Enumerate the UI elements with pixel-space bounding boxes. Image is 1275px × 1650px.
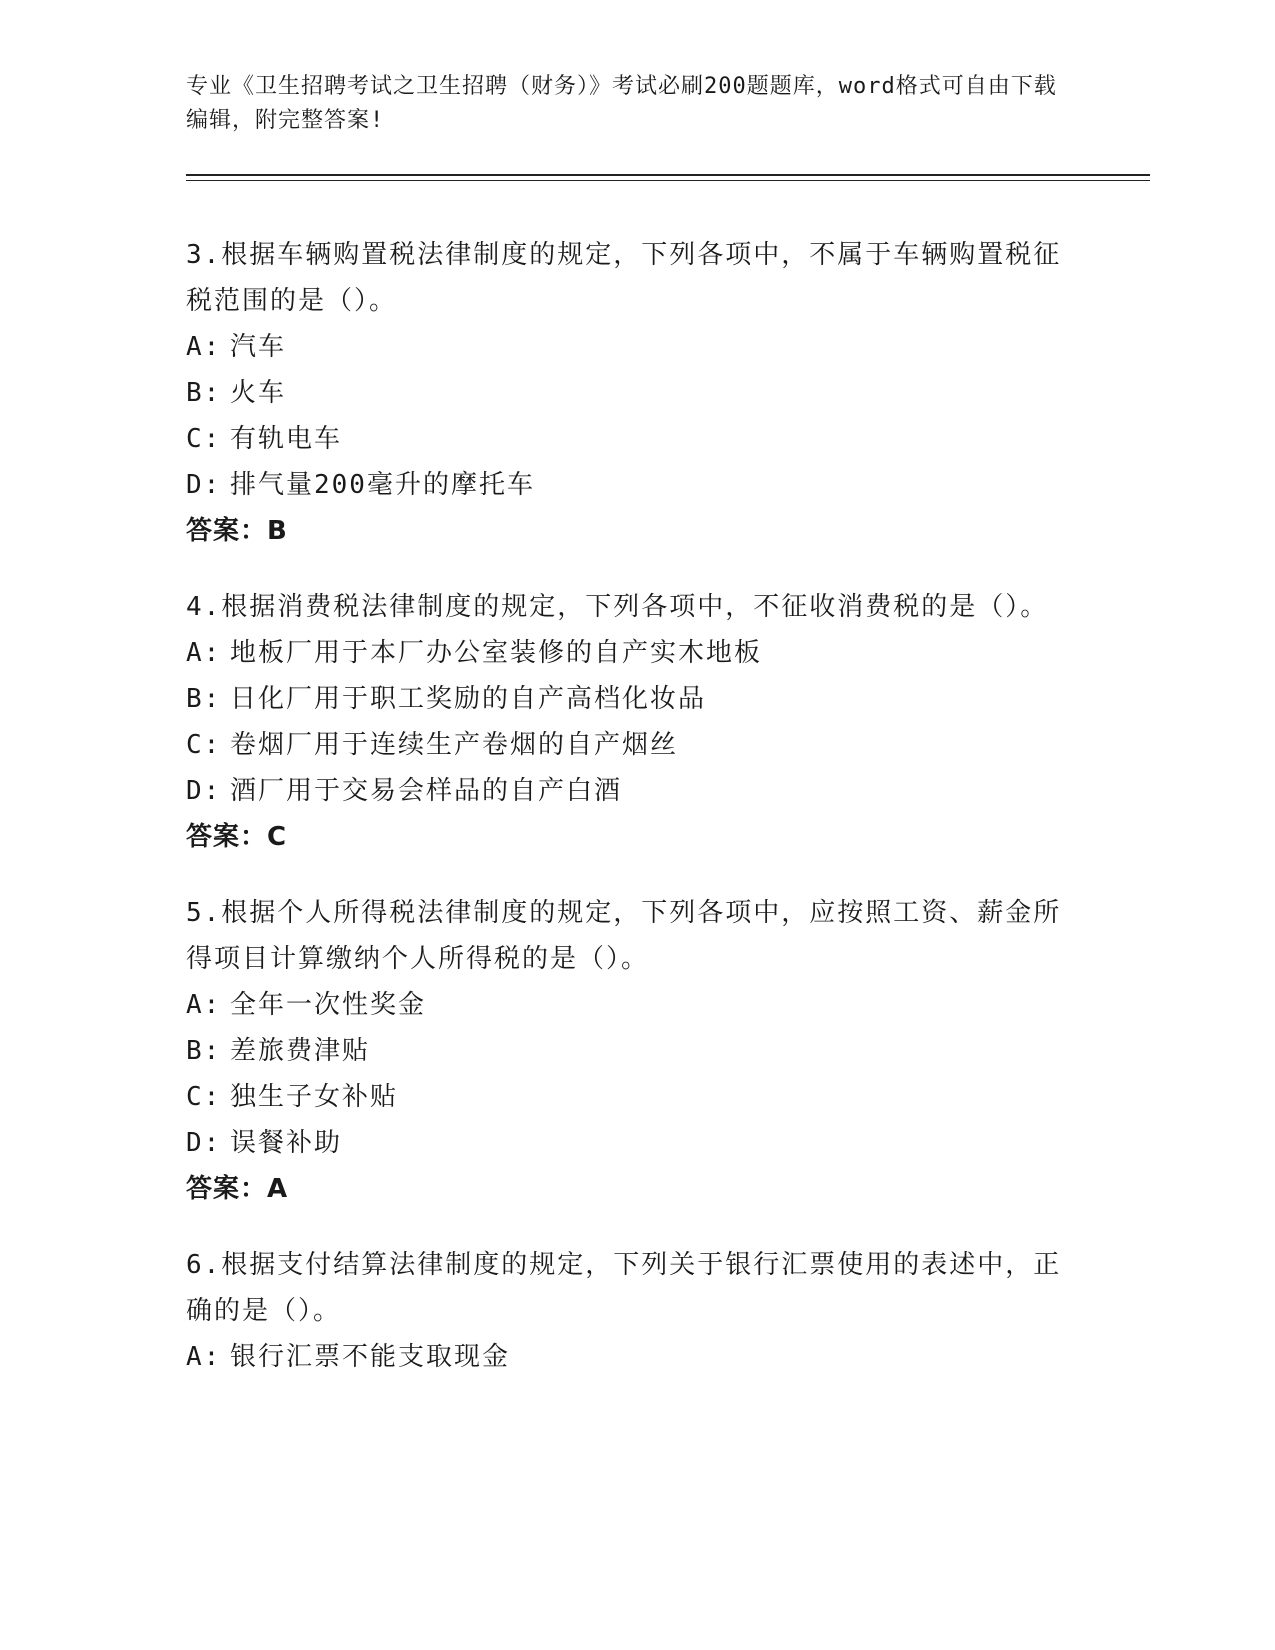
option-b — [186, 370, 1066, 416]
option-text: 火车 — [230, 378, 287, 408]
option-a — [186, 324, 1066, 370]
question-stem: 5.根据个人所得税法律制度的规定，下列各项中，应按照工资、薪金所得项目计算缴纳个人所得税的是（）。 — [186, 898, 1062, 974]
question-6 — [186, 1242, 1066, 1380]
header-divider-thin — [186, 180, 1150, 181]
option-letter: C: — [186, 424, 222, 454]
answer-label: 答案：C — [186, 822, 288, 852]
option-letter: D: — [186, 1128, 222, 1158]
option-d — [186, 1120, 1066, 1166]
option-letter: A: — [186, 990, 222, 1020]
option-letter: D: — [186, 776, 222, 806]
option-text: 误餐补助 — [230, 1128, 343, 1158]
option-letter: D: — [186, 470, 222, 500]
question-list — [186, 232, 1066, 1410]
option-text: 汽车 — [230, 332, 287, 362]
option-text: 酒厂用于交易会样品的自产白酒 — [230, 776, 623, 806]
option-letter: A: — [186, 332, 222, 362]
question-stem: 4.根据消费税法律制度的规定，下列各项中，不征收消费税的是（）。 — [186, 592, 1049, 622]
option-letter: B: — [186, 1036, 222, 1066]
option-d — [186, 462, 1066, 508]
option-d — [186, 768, 1066, 814]
option-c — [186, 416, 1066, 462]
option-a — [186, 1334, 1066, 1380]
document-header: 专业《卫生招聘考试之卫生招聘（财务）》考试必刷200题题库，word格式可自由下载编辑，附完整答案! — [186, 74, 1057, 133]
answer-label: 答案：A — [186, 1174, 289, 1204]
option-text: 独生子女补贴 — [230, 1082, 399, 1112]
option-text: 银行汇票不能支取现金 — [230, 1342, 511, 1372]
question-3 — [186, 232, 1066, 554]
question-4 — [186, 584, 1066, 860]
option-c — [186, 722, 1066, 768]
option-letter: B: — [186, 684, 222, 714]
question-5 — [186, 890, 1066, 1212]
question-stem: 3.根据车辆购置税法律制度的规定，下列各项中，不属于车辆购置税征税范围的是（）。 — [186, 240, 1062, 316]
option-b — [186, 676, 1066, 722]
option-letter: B: — [186, 378, 222, 408]
answer-label: 答案：B — [186, 516, 288, 546]
option-c — [186, 1074, 1066, 1120]
option-b — [186, 1028, 1066, 1074]
option-text: 有轨电车 — [230, 424, 343, 454]
option-text: 差旅费津贴 — [230, 1036, 371, 1066]
option-letter: C: — [186, 1082, 222, 1112]
option-letter: A: — [186, 1342, 222, 1372]
option-text: 卷烟厂用于连续生产卷烟的自产烟丝 — [230, 730, 679, 760]
option-text: 日化厂用于职工奖励的自产高档化妆品 — [230, 684, 707, 714]
header-divider-thick — [186, 174, 1150, 176]
option-text: 地板厂用于本厂办公室装修的自产实木地板 — [230, 638, 763, 668]
option-text: 全年一次性奖金 — [230, 990, 427, 1020]
option-letter: A: — [186, 638, 222, 668]
option-a — [186, 982, 1066, 1028]
option-a — [186, 630, 1066, 676]
option-text: 排气量200毫升的摩托车 — [230, 470, 535, 500]
option-letter: C: — [186, 730, 222, 760]
question-stem: 6.根据支付结算法律制度的规定，下列关于银行汇票使用的表述中，正确的是（）。 — [186, 1250, 1062, 1326]
